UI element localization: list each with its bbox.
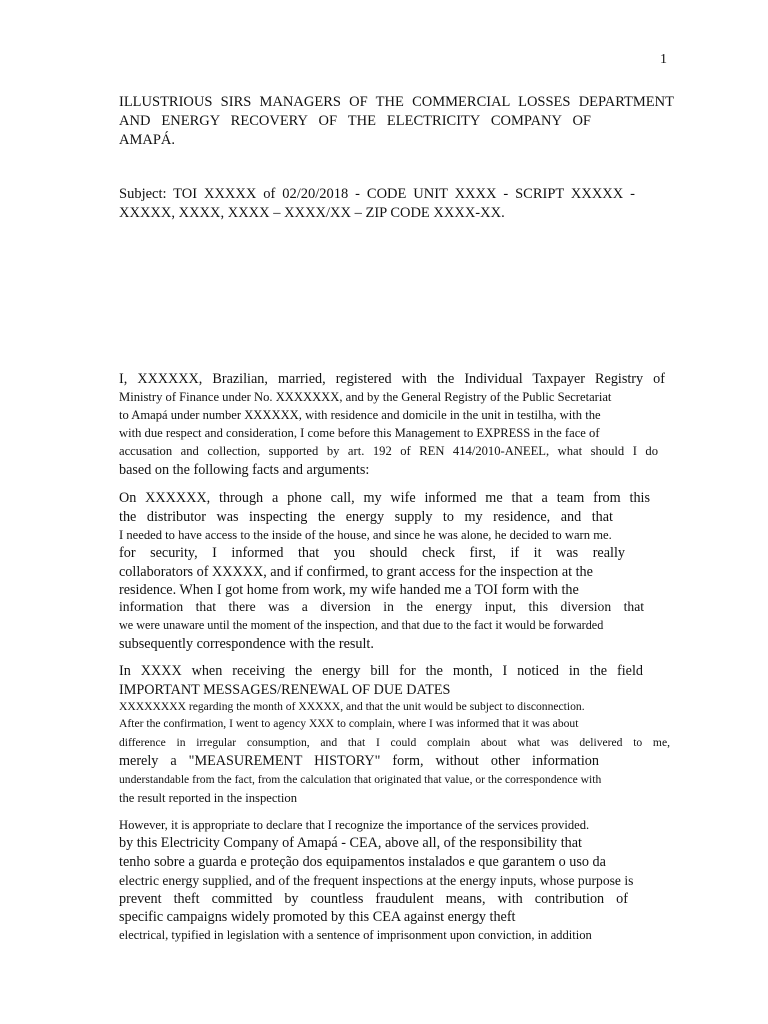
paragraph-line: I, XXXXXX, Brazilian, married, registered with the Individual Taxpayer Registry of bbox=[119, 371, 665, 387]
paragraph-line: based on the following facts and arguments: bbox=[119, 462, 370, 478]
paragraph-line: However, it is appropriate to declare that I recognize the importance of the services provided. bbox=[119, 818, 590, 832]
paragraph-line: we were unaware until the moment of the inspection, and that due to the fact it would be forwarded bbox=[119, 618, 604, 632]
paragraph-line: merely a "MEASUREMENT HISTORY" form, without other information bbox=[119, 753, 599, 769]
paragraph-line: specific campaigns widely promoted by this CEA against energy theft bbox=[119, 909, 516, 925]
subject-line: XXXXX, XXXX, XXXX – XXXX/XX – ZIP CODE XXXX-XX. bbox=[119, 205, 505, 221]
paragraph-line: subsequently correspondence with the result. bbox=[119, 636, 374, 652]
paragraph-line: difference in irregular consumption, and that I could complain about what was delivered to me, bbox=[119, 736, 670, 749]
paragraph-line: In XXXX when receiving the energy bill for the month, I noticed in the field bbox=[119, 663, 643, 679]
paragraph-line: understandable from the fact, from the calculation that originated that value, or the correspondence with bbox=[119, 773, 602, 786]
paragraph-line: collaborators of XXXXX, and if confirmed, to grant access for the inspection at the bbox=[119, 564, 593, 580]
paragraph-line: I needed to have access to the inside of the house, and since he was alone, he decided to warn me. bbox=[119, 528, 612, 542]
paragraph-line: electrical, typified in legislation with a sentence of imprisonment upon conviction, in addition bbox=[119, 928, 592, 942]
paragraph-line: accusation and collection, supported by art. 192 of REN 414/2010-ANEEL, what should I do bbox=[119, 444, 658, 458]
heading-line: AND ENERGY RECOVERY OF THE ELECTRICITY COMPANY OF bbox=[119, 113, 591, 129]
paragraph-line: After the confirmation, I went to agency XXX to complain, where I was informed that it was about bbox=[119, 717, 579, 730]
subject-line: Subject: TOI XXXXX of 02/20/2018 - CODE UNIT XXXX - SCRIPT XXXXX - bbox=[119, 186, 635, 202]
paragraph-line: to Amapá under number XXXXXX, with residence and domicile in the unit in testilha, with the bbox=[119, 408, 601, 422]
paragraph-line: prevent theft committed by countless fraudulent means, with contribution of bbox=[119, 891, 628, 907]
paragraph-line: On XXXXXX, through a phone call, my wife informed me that a team from this bbox=[119, 490, 650, 506]
paragraph-line: for security, I informed that you should check first, if it was really bbox=[119, 545, 625, 561]
page-number: 1 bbox=[660, 52, 667, 67]
paragraph-line: by this Electricity Company of Amapá - CEA, above all, of the responsibility that bbox=[119, 835, 582, 851]
paragraph-line: information that there was a diversion in the energy input, this diversion that bbox=[119, 599, 644, 614]
heading-line: AMAPÁ. bbox=[119, 132, 175, 148]
paragraph-line: Ministry of Finance under No. XXXXXXX, and by the General Registry of the Public Secretariat bbox=[119, 390, 612, 404]
paragraph-line: the result reported in the inspection bbox=[119, 791, 298, 805]
paragraph-line: residence. When I got home from work, my wife handed me a TOI form with the bbox=[119, 582, 579, 598]
paragraph-line: XXXXXXXX regarding the month of XXXXX, and that the unit would be subject to disconnection. bbox=[119, 700, 585, 713]
paragraph-line: the distributor was inspecting the energy supply to my residence, and that bbox=[119, 509, 613, 525]
paragraph-line: IMPORTANT MESSAGES/RENEWAL OF DUE DATES bbox=[119, 682, 451, 698]
paragraph-line: electric energy supplied, and of the frequent inspections at the energy inputs, whose purpose is bbox=[119, 873, 634, 888]
heading-line: ILLUSTRIOUS SIRS MANAGERS OF THE COMMERCIAL LOSSES DEPARTMENT bbox=[119, 94, 674, 110]
paragraph-line: tenho sobre a guarda e proteção dos equipamentos instalados e que garantem o uso da bbox=[119, 854, 606, 870]
paragraph-line: with due respect and consideration, I come before this Management to EXPRESS in the face of bbox=[119, 426, 600, 440]
